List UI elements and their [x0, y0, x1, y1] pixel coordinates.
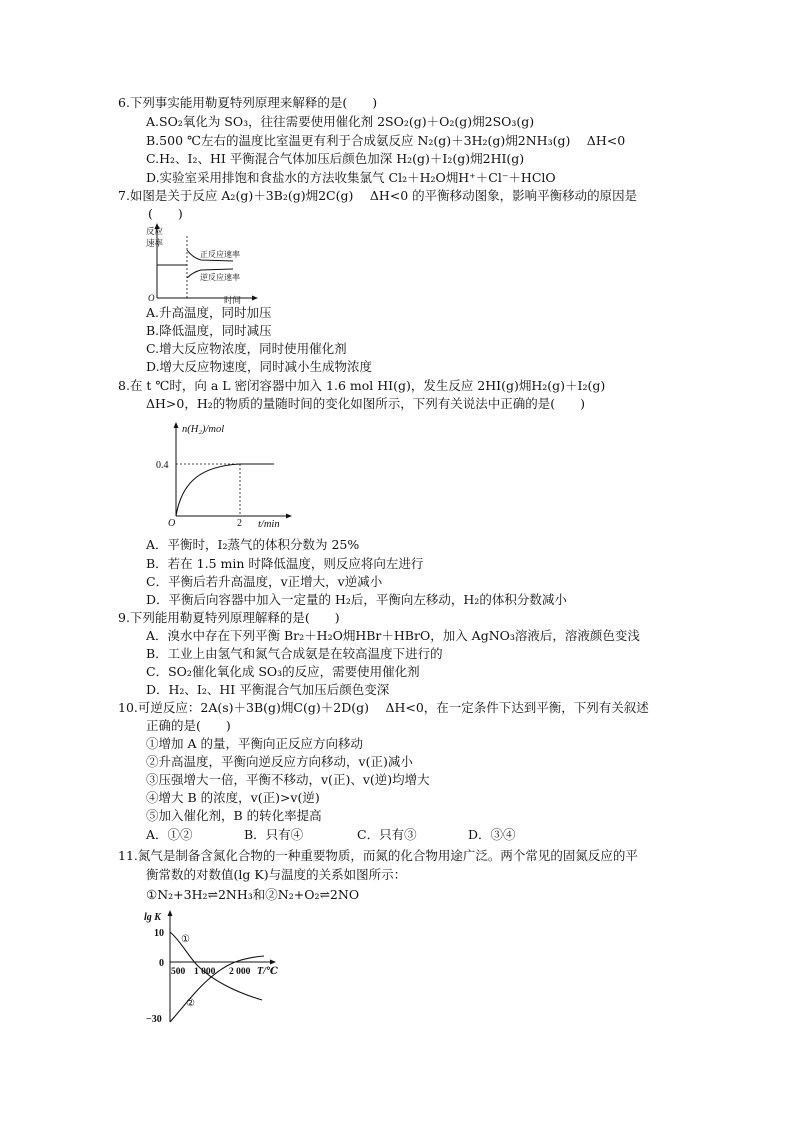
q7-answer-paren: ( ) [148, 206, 183, 221]
q11-x-tick-2000: 2 000 [229, 967, 251, 977]
q11-y-top: 10 [154, 928, 164, 939]
q10-stem-line2: 正确的是( ) [146, 718, 231, 733]
q8-stem-line2: ΔH>0，H₂的物质的量随时间的变化如图所示，下列有关说法中正确的是( ) [146, 396, 586, 411]
q7-xlabel: 时间 [224, 295, 242, 304]
q6-stem: 6.下列事实能用勒夏特列原理来解释的是( ) [118, 95, 378, 110]
q8-option-b: B．若在 1.5 min 时降低温度，则反应将向左进行 [146, 556, 424, 571]
q9-stem: 9.下列能用勒夏特列原理解释的是( ) [118, 610, 340, 625]
q6-option-a: A.SO₂氧化为 SO₃，往往需要使用催化剂 2SO₂(g)＋O₂(g)㶲2SO₃(g) [146, 114, 535, 129]
q11-stem-line1: 11.氮气是制备含氮化合物的一种重要物质，而氮的化合物用途广泛。两个常见的固氮反应的平 [118, 848, 638, 863]
q8-option-c: C．平衡后若升高温度，v正增大，v逆减小 [146, 574, 383, 589]
q6-option-c: C.H₂、I₂、HI 平衡混合气体加压后颜色加深 H₂(g)＋I₂(g)㶲2HI(g) [146, 151, 525, 166]
q10-option-a: A．①② [146, 827, 193, 842]
q11-curve-1-label: ① [181, 934, 190, 945]
q7-origin: O [148, 293, 155, 303]
q10-statement-3: ③压强增大一倍，平衡不移动，v(正)、v(逆)均增大 [146, 772, 430, 787]
q7-stem: 7.如图是关于反应 A₂(g)＋3B₂(g)㶲2C(g) ΔH<0 的平衡移动图象，影响平衡移动的原因是 [118, 188, 638, 203]
q10-statement-2: ②升高温度，平衡向逆反应方向移动，v(正)减小 [146, 754, 413, 769]
q10-statement-4: ④增大 B 的浓度，v(正)>v(逆) [146, 790, 320, 805]
q11-stem-line2: 衡常数的对数值(lg K)与温度的关系如图所示： [146, 867, 407, 882]
q10-option-c: C．只有③ [357, 827, 417, 842]
q11-y-zero: 0 [159, 958, 164, 969]
q11-lgk-temperature-graph [140, 906, 285, 1028]
q8-h2-time-graph [148, 418, 298, 533]
q8-ylabel: n(H₂)/mol [182, 424, 225, 435]
q8-option-a: A．平衡时，I₂蒸气的体积分数为 25% [146, 537, 360, 552]
q9-option-d: D．H₂、I₂、HI 平衡混合气加压后颜色变深 [146, 682, 390, 697]
q7-forward-label: 正反应速率 [200, 250, 240, 259]
q11-ylabel: lg K [144, 912, 161, 923]
q7-option-a: A.升高温度，同时加压 [146, 305, 272, 320]
q11-xlabel: T/℃ [257, 966, 278, 977]
q9-option-c: C．SO₂催化氧化成 SO₃的反应，需要使用催化剂 [146, 664, 420, 679]
q7-ylabel-2: 速率 [146, 238, 164, 248]
q7-option-d: D.增大反应物速度，同时减小生成物浓度 [146, 359, 373, 374]
q6-option-b: B.500 ℃左右的温度比室温更有利于合成氨反应 N₂(g)＋3H₂(g)㶲2NH₃(g) ΔH<0 [146, 133, 626, 148]
q11-y-bottom: −30 [146, 1014, 162, 1025]
q11-x-tick-1000: 1 000 [194, 967, 216, 977]
q7-reverse-label: 逆反应速率 [200, 273, 240, 282]
q10-statement-1: ①增加 A 的量，平衡向正反应方向移动 [146, 736, 363, 751]
q11-x-tick-500: 500 [171, 967, 186, 977]
q9-option-b: B．工业上由氢气和氮气合成氨是在较高温度下进行的 [146, 646, 443, 661]
q10-stem-line1: 10.可逆反应：2A(s)＋3B(g)㶲C(g)＋2D(g) ΔH<0，在一定条件下达到平衡，下列有关叙述 [118, 700, 649, 715]
q8-option-d: D．平衡后向容器中加入一定量的 H₂后，平衡向左移动，H₂的体积分数减小 [146, 592, 567, 607]
q11-curve-2-label: ② [186, 998, 195, 1009]
q7-option-c: C.增大反应物浓度，同时使用催化剂 [146, 341, 347, 356]
q11-stem-line3: ①N₂+3H₂⇌2NH₃和②N₂+O₂⇌2NO [146, 887, 360, 902]
q8-y-tick: 0.4 [156, 460, 169, 471]
q8-origin: O [168, 518, 176, 529]
q6-option-d: D.实验室采用排饱和食盐水的方法收集氯气 Cl₂＋H₂O㶲H⁺＋Cl⁻＋HClO [146, 170, 556, 185]
q9-option-a: A．溴水中存在下列平衡 Br₂＋H₂O㶲HBr＋HBrO，加入 AgNO₃溶液后，溶液颜色变浅 [146, 628, 640, 643]
q11-curve-2 [170, 956, 264, 1022]
q10-option-d: D．③④ [468, 827, 516, 842]
q10-statement-5: ⑤加入催化剂，B 的转化率提高 [146, 808, 322, 823]
q7-rate-time-graph [145, 222, 260, 304]
q10-option-b: B．只有④ [244, 827, 304, 842]
q7-ylabel-1: 反应 [146, 226, 164, 236]
q8-stem-line1: 8.在 t ℃时，向 a L 密闭容器中加入 1.6 mol HI(g)，发生反应 2HI(g)㶲H₂(g)＋I₂(g) [118, 378, 606, 393]
q8-xlabel: t/min [258, 519, 280, 530]
q7-option-b: B.降低温度，同时减压 [146, 323, 272, 338]
q8-x-tick: 2 [237, 518, 242, 529]
